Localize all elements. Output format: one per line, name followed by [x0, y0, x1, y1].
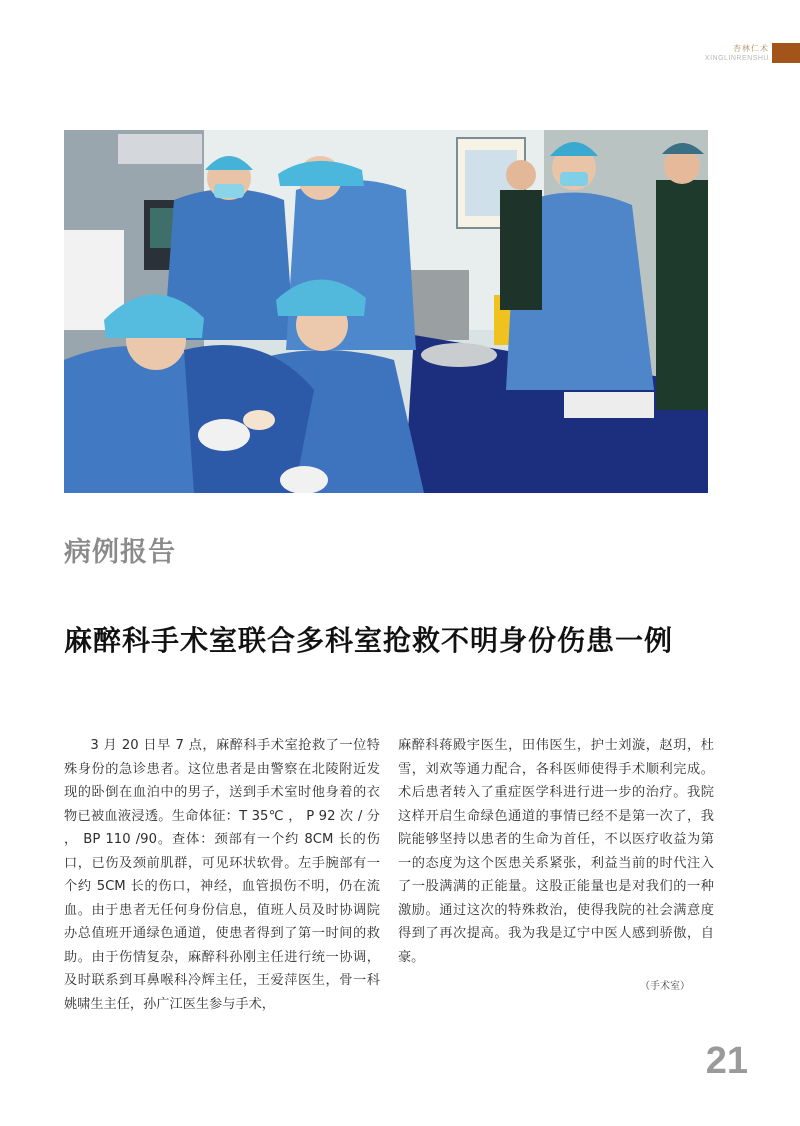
article-paragraph-left: 3 月 20 日早 7 点，麻醉科手术室抢救了一位特殊身份的急诊患者。这位患者是由警察在北陵附近发现的卧倒在血泊中的男子，送到手术室时他身着的衣物已被血液浸透。生命体征：T 35℃ ， P 92 次 / 分 ， BP 110 /90。查体：颈部有一个约 8CM 长的伤口，已伤及颈前肌群，可见环状软骨。左手腕部有一个约 5CM 长的伤口，神经，血管损伤不明，仍在流血。由于患者无任何身份信息，值班人员及时协调院办总值班开通绿色通道，使患者得到了第一时间的救助。由于伤情复杂，麻醉科孙刚主任进行统一协调，及时联系到耳鼻喉科冷辉主任，王爱萍医生，骨一科姚啸生主任，孙广江医生参与手术，	[64, 738, 380, 1012]
masthead-cn: 杏林仁术	[733, 44, 769, 53]
page-number: 21	[705, 1040, 748, 1082]
article-signoff: （手术室）	[640, 981, 690, 992]
article-body-right-column	[398, 734, 714, 969]
section-label: 病例报告	[64, 537, 176, 568]
masthead	[705, 43, 769, 62]
operating-room-photo	[64, 130, 708, 493]
masthead-en: XINGLINRENSHU	[704, 55, 769, 62]
article-headline: 麻醉科手术室联合多科室抢救不明身份伤患一例	[64, 624, 674, 657]
article-body-left-column	[64, 734, 380, 1016]
article-paragraph-right: 麻醉科蒋殿宇医生，田伟医生，护士刘漩，赵玥，杜雪，刘欢等通力配合，各科医师使得手术顺利完成。术后患者转入了重症医学科进行进一步的治疗。我院这样开启生命绿色通道的事情已经不是第一次了，我院能够坚持以患者的生命为首任，不以医疗收益为第一的态度为这个医患关系紧张，利益当前的时代注入了一股满满的正能量。这股正能量也是对我们的一种激励。通过这次的特殊救治，使得我院的社会满意度得到了再次提高。我为我是辽宁中医人感到骄傲，自豪。	[398, 738, 714, 965]
masthead-tab	[772, 43, 800, 63]
